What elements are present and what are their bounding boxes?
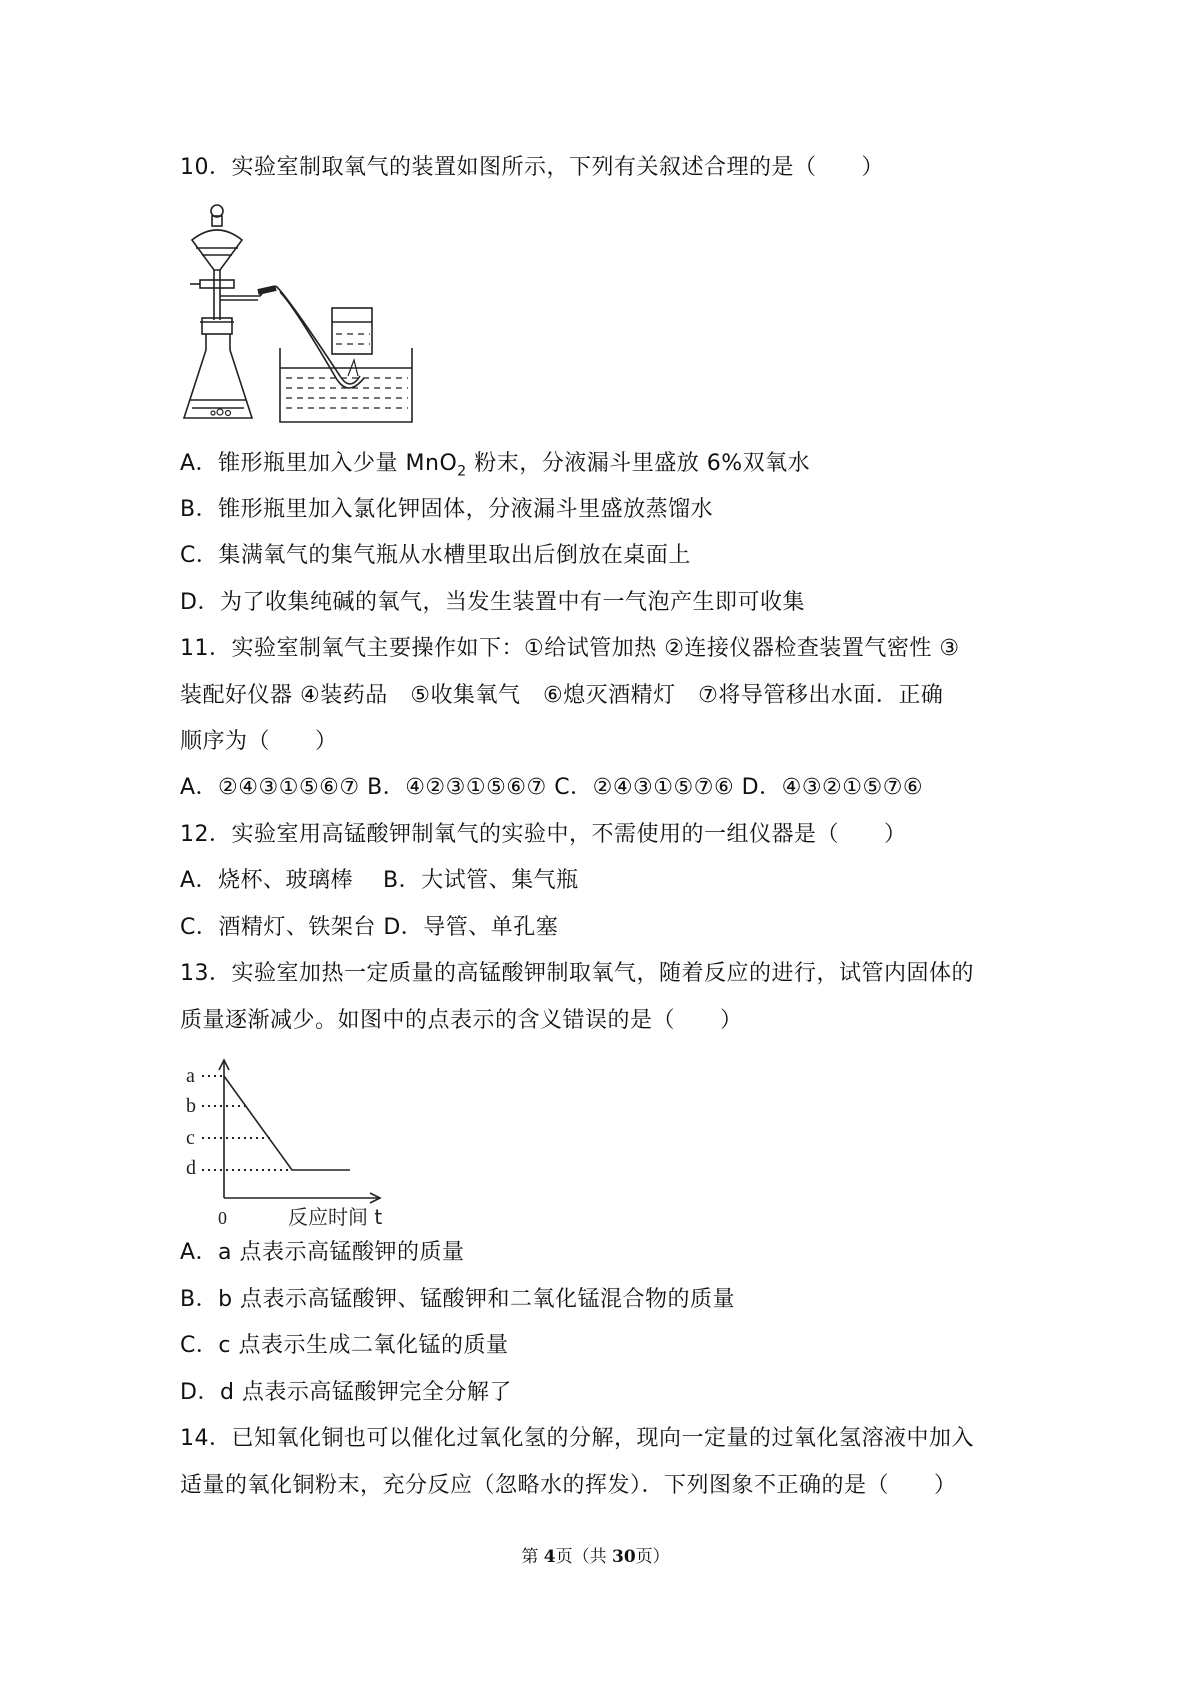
q10-option-c: C．集满氧气的集气瓶从水槽里取出后倒放在桌面上 bbox=[180, 543, 691, 568]
q12-options-cd: C．酒精灯、铁架台 D．导管、单孔塞 bbox=[180, 915, 559, 940]
q13-option-b: B．b 点表示高锰酸钾、锰酸钾和二氧化锰混合物的质量 bbox=[180, 1287, 736, 1312]
q11-line-3: 顺序为（ ） bbox=[180, 729, 338, 754]
graph-label-d: d bbox=[186, 1157, 196, 1179]
q10-option-a-text: A．锥形瓶里加入少量 MnO bbox=[180, 451, 458, 476]
q13-option-c: C．c 点表示生成二氧化锰的质量 bbox=[180, 1333, 509, 1358]
apparatus-figure bbox=[180, 200, 430, 428]
oxygen-apparatus-diagram bbox=[180, 200, 430, 428]
mass-time-graph-svg bbox=[180, 1052, 400, 1232]
q10-option-a-subscript: 2 bbox=[457, 463, 467, 480]
footer-text-post: 页） bbox=[635, 1547, 670, 1567]
graph-label-b: b bbox=[186, 1095, 196, 1117]
q10-option-a-text-rest: 粉末，分液漏斗里盛放 6%双氧水 bbox=[466, 451, 811, 476]
graph-label-c: c bbox=[186, 1127, 195, 1149]
q14-line-1: 14．已知氧化铜也可以催化过氧化氢的分解，现向一定量的过氧化氢溶液中加入 bbox=[180, 1426, 974, 1451]
q12-stem: 12．实验室用高锰酸钾制氧气的实验中，不需使用的一组仪器是（ ） bbox=[180, 822, 907, 847]
footer-text-pre: 第 bbox=[521, 1547, 544, 1567]
graph-x-axis-label: 反应时间 t bbox=[288, 1205, 383, 1229]
mass-time-graph bbox=[180, 1052, 400, 1232]
graph-origin-label: 0 bbox=[218, 1208, 227, 1228]
q11-line-1: 11．实验室制氧气主要操作如下：①给试管加热 ②连接仪器检查装置气密性 ③ bbox=[180, 636, 960, 661]
graph-curve bbox=[224, 1076, 350, 1170]
q10-stem: 10．实验室制取氧气的装置如图所示，下列有关叙述合理的是（ ） bbox=[180, 155, 884, 180]
page-footer bbox=[0, 1546, 1191, 1568]
footer-page-number: 4 bbox=[543, 1547, 556, 1567]
q13-line-1: 13．实验室加热一定质量的高锰酸钾制取氧气，随着反应的进行，试管内固体的 bbox=[180, 961, 974, 986]
q10-option-b: B．锥形瓶里加入氯化钾固体，分液漏斗里盛放蒸馏水 bbox=[180, 497, 714, 522]
q10-option-d: D．为了收集纯碱的氧气，当发生装置中有一气泡产生即可收集 bbox=[180, 590, 805, 615]
q11-options: A．②④③①⑤⑥⑦ B．④②③①⑤⑥⑦ C．②④③①⑤⑦⑥ D．④③②①⑤⑦⑥ bbox=[180, 775, 924, 800]
q10-option-a bbox=[180, 449, 1020, 479]
q13-line-2: 质量逐渐减少。如图中的点表示的含义错误的是（ ） bbox=[180, 1008, 743, 1033]
footer-text-mid: 页（共 bbox=[555, 1547, 612, 1567]
q12-options-ab: A．烧杯、玻璃棒 B．大试管、集气瓶 bbox=[180, 868, 579, 893]
q11-line-2: 装配好仪器 ④装药品 ⑤收集氧气 ⑥熄灭酒精灯 ⑦将导管移出水面．正确 bbox=[180, 683, 944, 708]
q13-option-a: A．a 点表示高锰酸钾的质量 bbox=[180, 1240, 465, 1265]
footer-total-pages: 30 bbox=[611, 1547, 636, 1567]
graph-label-a: a bbox=[186, 1065, 195, 1087]
q13-option-d: D．d 点表示高锰酸钾完全分解了 bbox=[180, 1380, 512, 1405]
q14-line-2: 适量的氧化铜粉末，充分反应（忽略水的挥发）．下列图象不正确的是（ ） bbox=[180, 1473, 957, 1498]
